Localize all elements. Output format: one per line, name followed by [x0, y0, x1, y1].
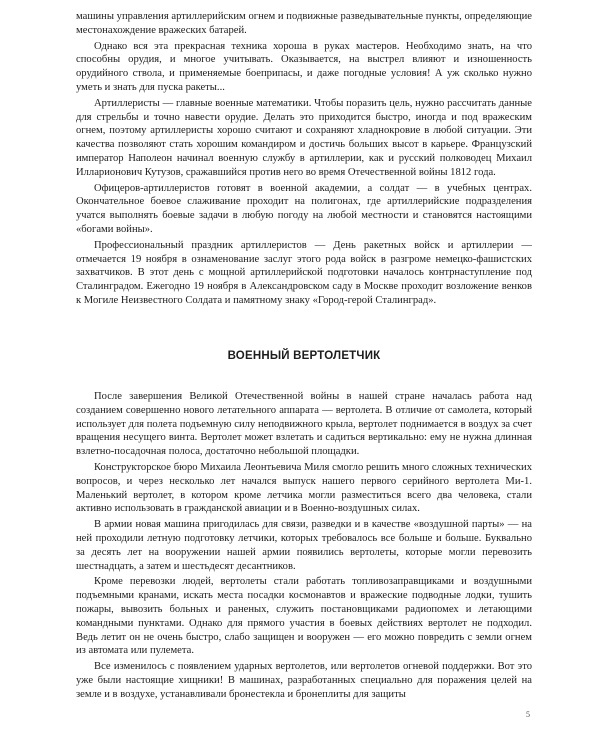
top-text-block	[76, 10, 532, 308]
paragraph: машины управления артиллерийским огнем и подвижные разведывательные пункты, определяющие местонахождение вражеских батарей.	[76, 11, 532, 36]
paragraph: В армии новая машина пригодилась для связи, разведки и в качестве «воздушной парты» — на ней проходили летную подготовку летчики, которых требовалось все больше и больше. Буквально за десять лет на вооружении нашей армии появились вертолеты, которые могли перевозить шестнадцать, а затем и шестьдесят десантников.	[76, 519, 532, 572]
paragraph: Профессиональный праздник артиллеристов — День ракетных войск и артиллерии — отмечается 19 ноября в ознаменование заслуг этого рода войск в разгроме немецко-фашистских захватчиков. В этот день с мощной артиллерийской подготовки началось контрнаступление под Сталинградом. Ежегодно 19 ноября в Александровском саду в Москве проходит возложение венков к Могиле Неизвестного Солдата и памятному знаку «Город-герой Сталинград».	[76, 239, 532, 306]
paragraph: Конструкторское бюро Михаила Леонтьевича Миля смогло решить много сложных технических вопросов, и через несколько лет начался выпуск нашего первого серийного вертолета Ми-1. Маленький вертолет, в котором кроме летчика могли разместиться всего два человека, стали активно использовать в гражданской авиации и в Военно-воздушных силах.	[76, 461, 532, 515]
paragraph: Все изменилось с появлением ударных вертолетов, или вертолетов огневой поддержки. Вот это уже были настоящие хищники! В машинах, разработанных специально для поражения целей на земле и в воздухе, устанавливали бронестекла и бронеплиты для защиты	[76, 661, 532, 700]
section-text-block	[76, 390, 532, 702]
paragraph: Однако вся эта прекрасная техника хороша в руках мастеров. Необходимо знать, на что способны орудия, и многое учитывать. Оказывается, на выстрел влияют и изношенность орудийного ствола, и применяемые боеприпасы, и даже погодные условия! А уж сколько нужно уметь и знать для пуска ракеты...	[76, 40, 532, 93]
paragraph: Кроме перевозки людей, вертолеты стали работать топливозаправщиками и воздушными подъемными кранами, искать места посадки космонавтов и вражеские подводные лодки, тушить пожары, вывозить больных и раненых, служить постановщиками радиопомех и летающими командными пунктами. Однако для прямого участия в боевых действиях вертолет не подходил. Ведь летит он не очень быстро, слабо защищен и вооружен — его можно повредить с земли огнем из автомата или пулемета.	[76, 576, 532, 657]
paragraph: Артиллеристы — главные военные математики. Чтобы поразить цель, нужно рассчитать данные для стрельбы и точно навести орудие. Делать это приходится быстро, иногда и под вражеским огнем, поэтому артиллеристы хорошо считают и сохраняют хладнокровие в любой ситуации. Эти качества позволяют стать хорошим командиром и достичь больших высот в карьере. Французский император Наполеон начинал военную службу в артиллерии, как и русский полководец Михаил Илларионович Кутузов, сражавшийся против него во время Отечественной войны 1812 года.	[76, 97, 532, 178]
paragraph: Офицеров-артиллеристов готовят в военной академии, а солдат — в учебных центрах. Окончательное боевое слаживание проходит на полигонах, где артиллерийские подразделения учатся выполнять боевые задачи в любую погоду на любой местности и становятся настоящими «богами войны».	[76, 182, 532, 235]
section-title: ВОЕННЫЙ ВЕРТОЛЕТЧИК	[227, 350, 381, 362]
paragraph: После завершения Великой Отечественной войны в нашей стране началась работа над созданием совершенно нового летательного аппарата — вертолета. В отличие от самолета, который использует для полета подъемную силу неподвижного крыла, вертолет поднимается в воздух за счет вращения несущего винта. Вертолет может взлетать и садиться вертикально: ему не нужна длинная взлетно-посадочная полоса, достаточно небольшой площадки.	[76, 391, 532, 458]
page-number: 5	[526, 710, 530, 719]
